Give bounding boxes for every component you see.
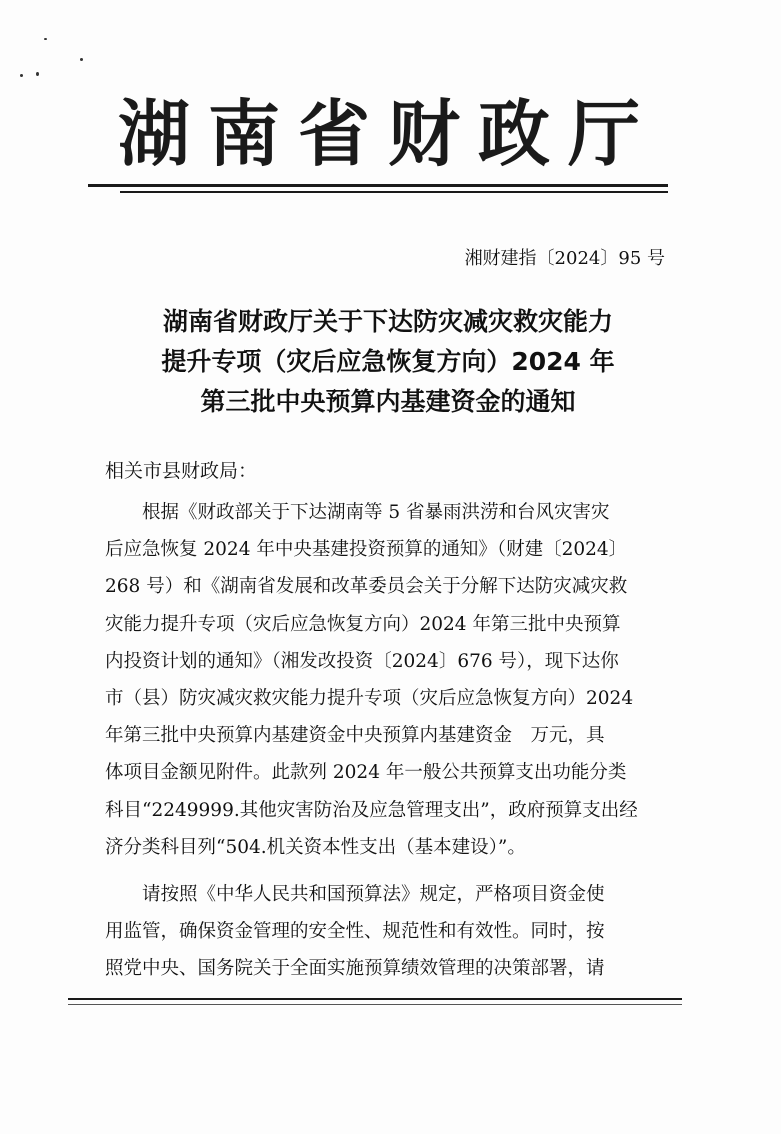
paragraph-line: 灾能力提升专项（灾后应急恢复方向）2024 年第三批中央预算 [105,613,621,635]
paragraph-2 [105,876,670,988]
scan-speck [80,58,83,61]
paragraph-line: 照党中央、国务院关于全面实施预算绩效管理的决策部署，请 [105,958,605,980]
paragraph-line: 内投资计划的通知》（湘发改投资〔2024〕676 号），现下达你 [105,650,619,672]
footer-rule-thin [68,1004,682,1005]
paragraph-1 [105,494,670,866]
paragraph-line: 后应急恢复 2024 年中央基建投资预算的通知》（财建〔2024〕 [105,539,628,561]
scan-speck [36,72,39,76]
paragraph-line: 市（县）防灾减灾救灾能力提升专项（灾后应急恢复方向）2024 [105,688,634,710]
paragraph-line: 根据《财政部关于下达湖南等 5 省暴雨洪涝和台风灾害灾 [105,502,610,523]
document-title-line: 提升专项（灾后应急恢复方向）2024 年 [161,347,615,376]
document-title-line: 湖南省财政厅关于下达防灾减灾救灾能力 [162,307,613,336]
document-number: 湘财建指〔2024〕95 号 [464,248,665,269]
document-title [98,302,678,422]
paragraph-line: 请按照《中华人民共和国预算法》规定，严格项目资金使 [105,884,605,905]
paragraph-line: 济分类科目列“504.机关资本性支出（基本建设）”。 [105,836,526,858]
header-rule [88,184,668,187]
salutation: 相关市县财政局： [105,460,258,482]
footer-rule [68,998,682,1000]
scan-speck [44,38,47,40]
paragraph-line: 体项目金额见附件。此款列 2024 年一般公共预算支出功能分类 [105,762,627,784]
document-title-line: 第三批中央预算内基建资金的通知 [200,387,576,416]
paragraph-line: 年第三批中央预算内基建资金中央预算内基建资金 万元，具 [105,725,605,747]
paragraph-line: 用监管，确保资金管理的安全性、规范性和有效性。同时，按 [105,921,605,943]
paragraph-line: 科目“2249999.其他灾害防治及应急管理支出”，政府预算支出经 [105,799,638,821]
issuer-header-title: 湖南省财政厅 [118,91,659,176]
header-rule-thin [120,191,668,193]
scan-speck [20,74,23,77]
paragraph-line: 268 号）和《湖南省发展和改革委员会关于分解下达防灾减灾救 [105,576,628,598]
